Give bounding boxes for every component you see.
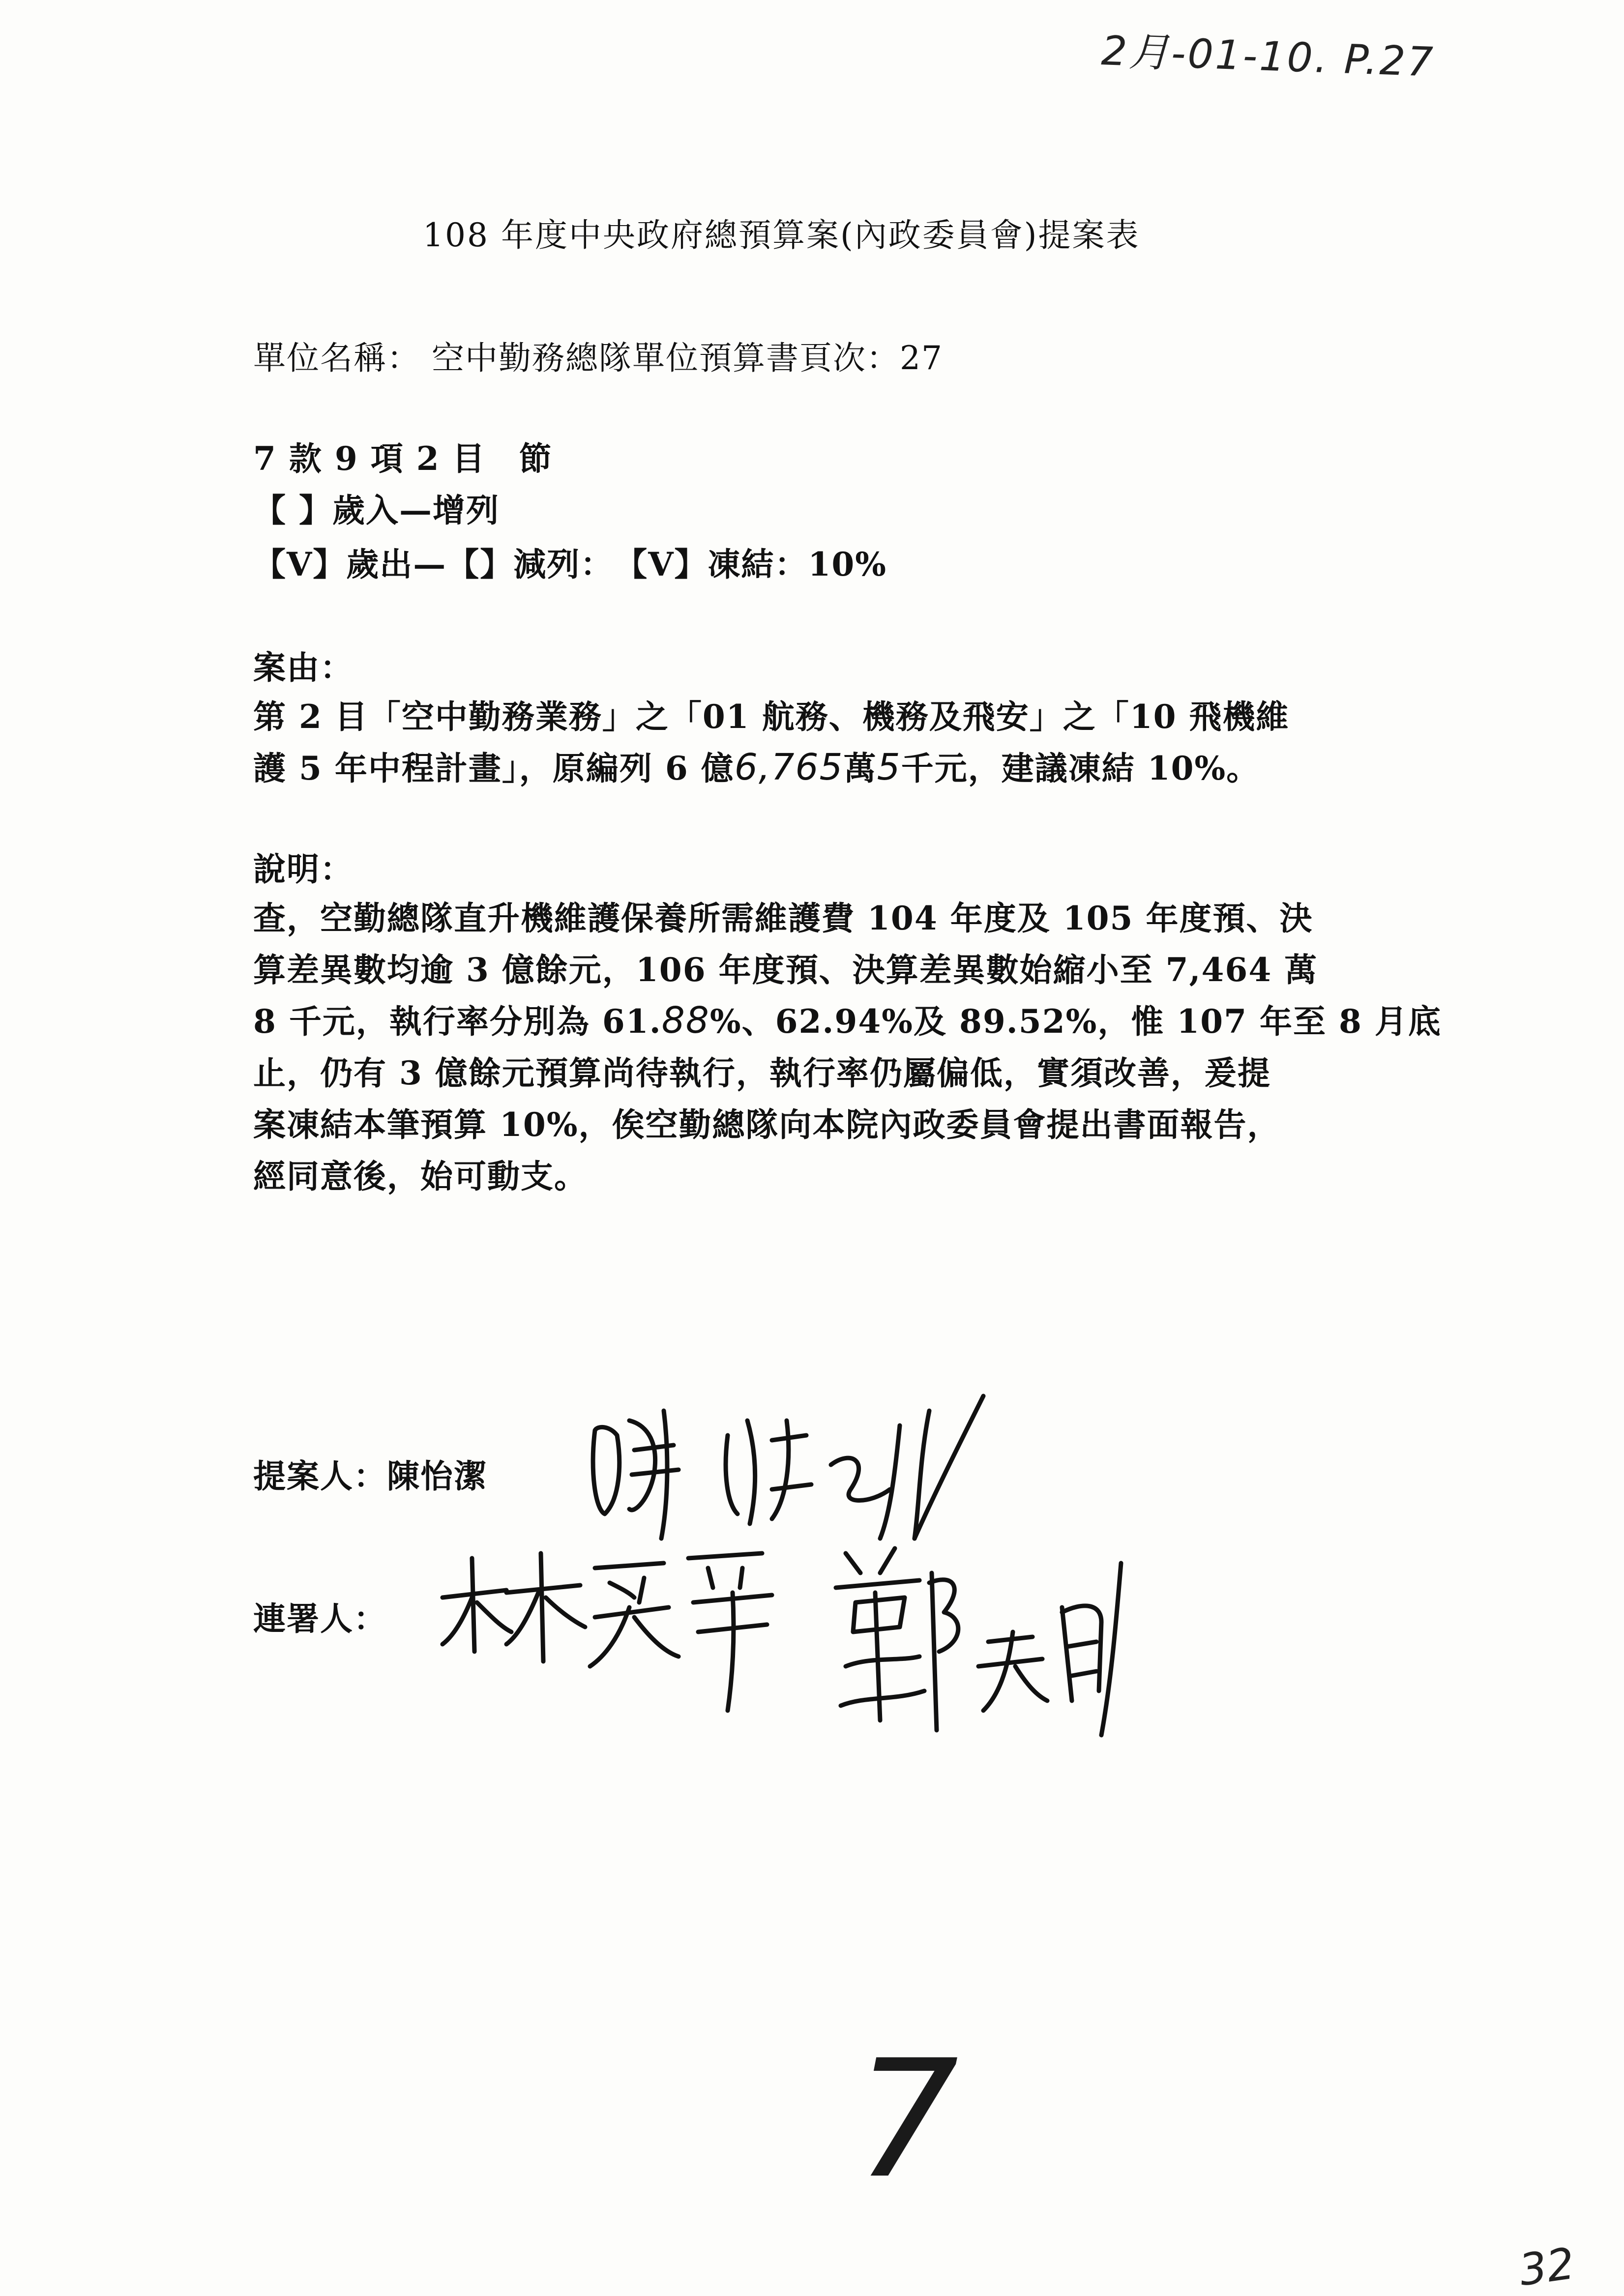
expense-option-line: 【V】歲出—【】減列： 【V】凍結：10% xyxy=(253,545,887,583)
explanation-line-1: 查，空勤總隊直升機維護保養所需維護費 104 年度及 105 年度預、決 xyxy=(253,899,1313,937)
reason-heading: 案由： xyxy=(253,648,354,687)
cosigner-signature-1 xyxy=(433,1539,787,1715)
explanation-line-3-prefix: 8 千元，執行率分別為 61. xyxy=(253,1002,662,1041)
reason-line-2-mid: 萬 xyxy=(843,749,877,787)
explanation-line-3 xyxy=(253,995,1442,1042)
page-number: 7 xyxy=(856,2025,959,2214)
handwritten-percentage: 88 xyxy=(661,999,710,1042)
explanation-line-6: 經同意後，始可動支。 xyxy=(253,1157,588,1195)
reason-line-1: 第 2 目「空中勤務業務」之「01 航務、機務及飛安」之「10 飛機維 xyxy=(253,698,1290,736)
handwritten-reference: 2月-01-10. P.27 xyxy=(1100,28,1436,86)
handwritten-amount-2: 5 xyxy=(877,746,901,788)
cosigner-label: 連署人： xyxy=(253,1599,387,1638)
reason-line-2-prefix: 護 5 年中程計畫」，原編列 6 億 xyxy=(253,749,735,787)
reason-line-2-suffix: 千元，建議凍結 10%。 xyxy=(901,749,1260,787)
cosigner-signature-2 xyxy=(826,1543,1131,1740)
explanation-line-4: 止，仍有 3 億餘元預算尚待執行，執行率仍屬偏低，實須改善，爰提 xyxy=(253,1054,1271,1092)
explanation-heading: 說明： xyxy=(253,850,354,888)
explanation-line-2: 算差異數均逾 3 億餘元，106 年度預、決算差異數始縮小至 7,464 萬 xyxy=(253,951,1318,989)
reason-line-2 xyxy=(253,742,1260,789)
handwritten-amount-1: 6,765 xyxy=(734,746,844,788)
proposer-signature xyxy=(575,1391,998,1553)
explanation-line-5: 案凍結本筆預算 10%，俟空勤總隊向本院內政委員會提出書面報告， xyxy=(253,1105,1281,1144)
revenue-option-line: 【 】歲入—增列 xyxy=(253,491,500,529)
corner-page-mark: 32 xyxy=(1516,2238,1578,2296)
budget-item-line: 7 款 9 項 2 目 節 xyxy=(253,439,553,478)
page-title: 108 年度中央政府總預算案(內政委員會)提案表 xyxy=(423,216,1140,254)
unit-name-line: 單位名稱： 空中勤務總隊單位預算書頁次：27 xyxy=(253,339,943,377)
proposer-label: 提案人：陳怡潔 xyxy=(253,1457,487,1495)
explanation-line-3-suffix: %、62.94%及 89.52%，惟 107 年至 8 月底 xyxy=(709,1002,1442,1041)
